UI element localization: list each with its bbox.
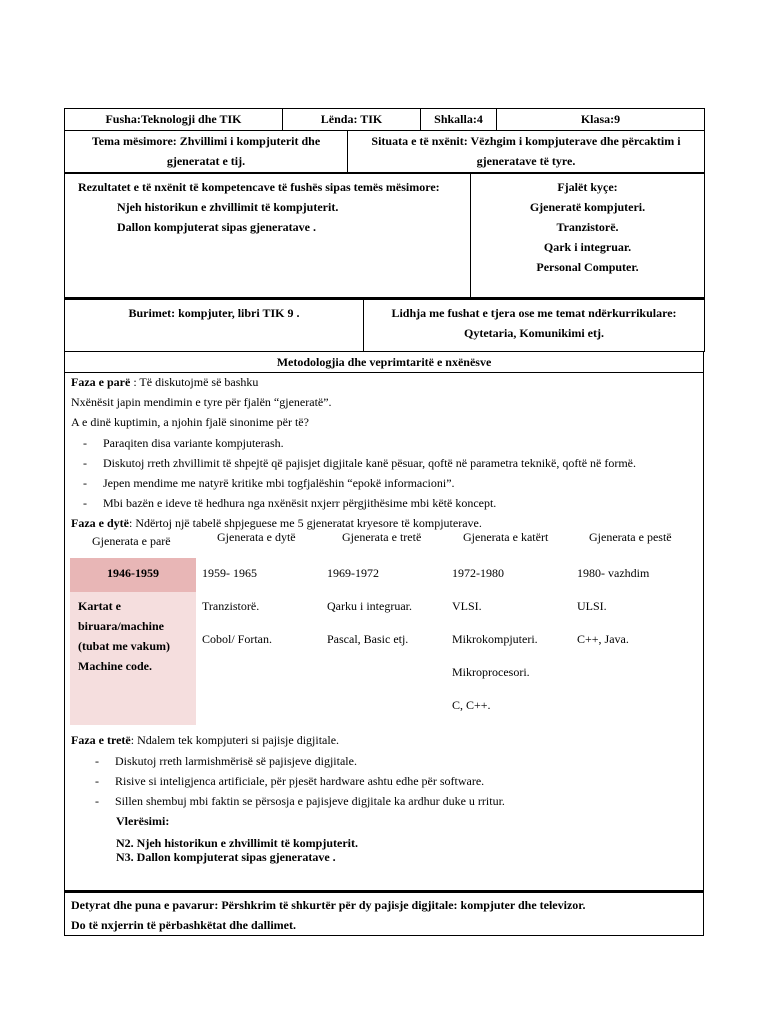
tema-table [64, 131, 705, 174]
lidhja-line1: Lidhja me fushat e tjera ose me temat ndërkurrikulare: [391, 306, 677, 320]
gen5-line-1: ULSI. [577, 599, 607, 613]
gen3-line-2: Pascal, Basic etj. [327, 632, 409, 646]
vleresimi-item-1: N2. Njeh historikun e zhvillimit të kompjuterit. [116, 836, 358, 850]
gen3-years: 1969-1972 [327, 566, 379, 580]
detyrat-line1: Detyrat dhe puna e pavarur: Përshkrim të shkurtër për dy pajisje digjitale: kompjuter dhe televizor. [71, 898, 586, 912]
faza1-p1: Nxënësit japin mendimin e tyre për fjalën “gjeneratë”. [71, 395, 332, 409]
lidhja-line2: Qytetaria, Komunikimi etj. [464, 326, 604, 340]
fjalet-item-2: Tranzistorë. [556, 220, 619, 234]
faza3-text: : Ndalem tek kompjuteri si pajisje digjitale. [130, 733, 340, 747]
rezultatet-item-1: Njeh historikun e zhvillimit të kompjuterit. [117, 200, 339, 214]
detyrat-line2: Do të nxjerrin të përbashkëtat dhe dallimet. [71, 918, 296, 932]
header-table [64, 108, 705, 131]
gen2-line-1: Tranzistorë. [202, 599, 260, 613]
gen1-line-1: Kartat e [78, 599, 121, 613]
gen5-line-2: C++, Java. [577, 632, 629, 646]
rezultatet-title: Rezultatet e të nxënit të kompetencave të fushës sipas temës mësimore: [78, 180, 440, 194]
vleresimi-title: Vlerësimi: [116, 814, 170, 828]
shkalla-cell: Shkalla:4 [421, 109, 497, 131]
fjalet-item-1: Gjeneratë kompjuteri. [529, 200, 646, 214]
gen2-header: Gjenerata e dytë [217, 530, 296, 544]
rezultatet-table [64, 174, 705, 298]
lenda-cell: Lënda: TIK [283, 109, 421, 131]
situata-line2: gjeneratave të tyre. [476, 154, 576, 168]
gen5-header: Gjenerata e pestë [589, 530, 672, 544]
lesson-plan [64, 108, 704, 936]
burimet-table [64, 298, 705, 352]
vleresimi-item-2: N3. Dallon kompjuterat sipas gjeneratave . [116, 850, 336, 864]
fjalet-item-3: Qark i integruar. [543, 240, 632, 254]
fjalet-item-4: Personal Computer. [536, 260, 639, 274]
gen1-line-2: biruara/machine [78, 619, 164, 633]
fjalet-title: Fjalët kyçe: [557, 180, 618, 194]
gen5-years: 1980- vazhdim [577, 566, 650, 580]
faza2-line [71, 516, 482, 531]
gen1-header: Gjenerata e parë [92, 534, 171, 548]
gen4-line-4: C, C++. [452, 698, 491, 712]
metodologjia-section: Metodologjia dhe veprimtaritë e nxënësve Faza e parë : Të diskutojmë së bashku Nxënësit japin mendimin e tyre për fjalën “gjeneratë”. A e dinë kuptimin, a njohin fjalë sinonime për të? - Paraqiten disa variante kompjuterash. - Diskutoj rreth zhvillimit të shpejtë që pajisjet digjitale kanë pësuar, qoftë në parametra teknikë, qoftë në formë. - Jepen mendime me natyrë kritike mbi togfjalëshin “epokë informacioni”. - Mbi bazën e ideve të hedhura nga nxënësit nxjerr përgjithësime mbi këtë koncept. Faza e dytë: Ndërtoj një tabelë shpjeguese me 5 gjeneratat kryesore të kompjuterave. Gjenerata e parë Gjenerata e dytë Gjenerata e tretë Gjenerata e katërt Gjenerata e pestë 1946-1959 1959- 1965 1969-1972 1972-1980 1980- vazhdim Kartat e biruara/machine (tubat me vakum) Machine code. Tranzistorë. Cobol/ Fortan. Qarku i integruar. Pascal, Basic etj. VLSI. Mikrokompjuteri. Mikroprocesori. C, C++. ULSI. C++, Java. Faza e tretë: Ndalem tek kompjuteri si pajisje digjitale. - Diskutoj rreth larmishmërisë së pajisjeve digjitale. - Risive si inteligjenca artificiale, për pjesët hardware ashtu edhe për software. - Sillen shembuj mbi faktin se përsosja e pajisjeve digjitale ka ardhur duke u rritur. Vlerësimi: N2. Njeh historikun e zhvillimit të kompjuterit. N3. Dallon kompjuterat sipas gjeneratave . [64, 352, 704, 891]
rezultatet-item-2: Dallon kompjuterat sipas gjeneratave . [117, 220, 316, 234]
gen4-line-3: Mikroprocesori. [452, 665, 530, 679]
gen4-line-1: VLSI. [452, 599, 482, 613]
gen3-header: Gjenerata e tretë [342, 530, 422, 544]
tema-line2: gjeneratat e tij. [166, 154, 246, 168]
gen3-line-1: Qarku i integruar. [327, 599, 412, 613]
gen1-years: 1946-1959 [107, 566, 159, 580]
tema-line1: Tema mësimore: Zhvillimi i kompjuterit dhe [91, 134, 321, 148]
faza2-text: : Ndërtoj një tabelë shpjeguese me 5 gjeneratat kryesore të kompjuterave. [128, 516, 482, 530]
gen1-line-4: Machine code. [78, 659, 152, 673]
gen2-years: 1959- 1965 [202, 566, 257, 580]
burimet-text: Burimet: kompjuter, libri TIK 9 . [128, 306, 300, 320]
faza1-label: Faza e parë [71, 375, 131, 389]
situata-line1: Situata e të nxënit: Vëzhgim i kompjuterave dhe përcaktim i [371, 134, 681, 148]
gen2-line-2: Cobol/ Fortan. [202, 632, 273, 646]
faza1-p2: A e dinë kuptimin, a njohin fjalë sinonime për të? [71, 415, 309, 429]
gen4-line-2: Mikrokompjuteri. [452, 632, 538, 646]
gen4-years: 1972-1980 [452, 566, 504, 580]
faza2-label: Faza e dytë [71, 516, 129, 530]
faza1-line [71, 375, 258, 390]
metodologjia-title: Metodologjia dhe veprimtaritë e nxënësve [65, 352, 703, 373]
gen1-line-3: (tubat me vakum) [78, 639, 170, 653]
klasa-cell: Klasa:9 [497, 109, 705, 131]
faza3-line [71, 733, 339, 748]
gen4-header: Gjenerata e katërt [463, 530, 549, 544]
detyrat-section [64, 891, 704, 936]
faza1-text: : Të diskutojmë së bashku [130, 375, 259, 389]
faza3-label: Faza e tretë [71, 733, 131, 747]
fusha-cell: Fusha:Teknologji dhe TIK [65, 109, 283, 131]
